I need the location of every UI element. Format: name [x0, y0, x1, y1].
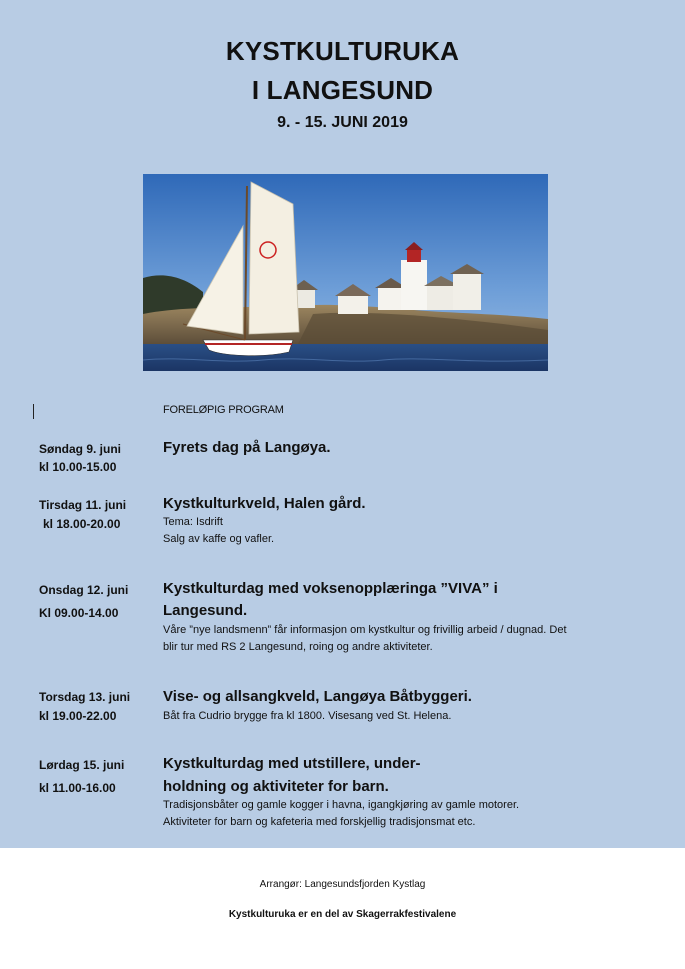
event-day: Torsdag 13. juni: [39, 690, 131, 704]
event-day: Onsdag 12. juni: [39, 583, 129, 597]
event-time: kl 18.00-20.00: [43, 517, 121, 531]
event-description: Våre ”nye landsmenn” får informasjon om kystkultur og frivillig arbeid / dugnad. Det: [163, 624, 567, 636]
event-title: Fyrets dag på Langøya.: [163, 439, 331, 456]
event-time: kl 19.00-22.00: [39, 709, 117, 723]
event-day: Søndag 9. juni: [39, 442, 122, 456]
event-date-range: 9. - 15. JUNI 2019: [277, 114, 408, 131]
page-title-line1: KYSTKULTURUKA: [225, 36, 460, 66]
event-description: blir tur med RS 2 Langesund, roing og andre aktiviteter.: [163, 641, 433, 653]
sailboat-lighthouse-photo: [143, 174, 548, 371]
event-description: Salg av kaffe og vafler.: [163, 533, 275, 545]
event-title: Langesund.: [163, 602, 248, 619]
event-title: Vise- og allsangkveld, Langøya Båtbyggeri.: [163, 688, 472, 705]
text-cursor: [33, 404, 34, 419]
event-title: Kystkulturkveld, Halen gård.: [163, 495, 366, 512]
event-description: Tema: Isdrift: [163, 516, 223, 528]
event-description: Aktiviteter for barn og kafeteria med forskjellig tradisjonsmat etc.: [163, 816, 476, 828]
footer-note: Kystkulturuka er en del av Skagerrakfestivalene: [228, 909, 457, 920]
event-title: holdning og aktiviteter for barn.: [163, 778, 389, 795]
event-description: Båt fra Cudrio brygge fra kl 1800. Visesang ved St. Helena.: [163, 710, 452, 722]
event-day: Lørdag 15. juni: [39, 758, 125, 772]
event-time: Kl 09.00-14.00: [39, 606, 119, 620]
event-time: kl 11.00-16.00: [39, 781, 116, 795]
page-title-line2: I LANGESUND: [251, 75, 434, 105]
footer-organizer: Arrangør: Langesundsfjorden Kystlag: [259, 879, 426, 890]
program-label: FORELØPIG PROGRAM: [163, 404, 284, 416]
event-description: Tradisjonsbåter og gamle kogger i havna, igangkjøring av gamle motorer.: [163, 799, 520, 811]
event-title: Kystkulturdag med utstillere, under-: [163, 755, 421, 772]
event-time: kl 10.00-15.00: [39, 460, 117, 474]
event-day: Tirsdag 11. juni: [39, 498, 127, 512]
event-title: Kystkulturdag med voksenopplæringa ”VIVA” i: [163, 580, 498, 597]
